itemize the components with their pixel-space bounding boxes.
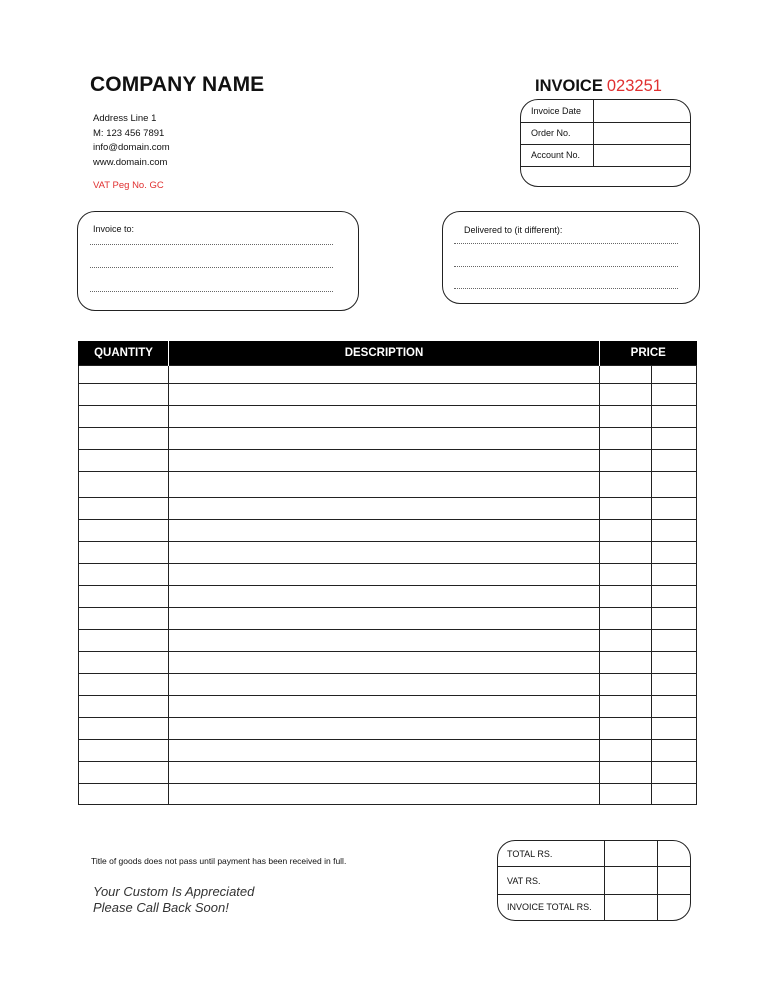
invoice-total-row [498,894,690,920]
description-cell[interactable] [169,542,600,564]
quantity-cell[interactable] [79,762,169,784]
price-cents-cell[interactable] [652,564,697,586]
quantity-cell[interactable] [79,450,169,472]
dotted-line [454,243,678,244]
table-row [79,450,697,472]
company-name: COMPANY NAME [90,73,265,96]
price-cell[interactable] [600,674,652,696]
price-cents-cell[interactable] [652,740,697,762]
website-line: www.domain.com [93,156,168,168]
invoice-title [535,77,662,96]
email-line: info@domain.com [93,142,170,153]
description-header: DESCRIPTION [169,341,600,366]
price-cell[interactable] [600,450,652,472]
description-cell[interactable] [169,696,600,718]
table-row [79,740,697,762]
thanks-message [93,884,254,916]
company-address [93,112,170,170]
table-row [79,542,697,564]
dotted-line [90,267,333,268]
price-cell[interactable] [600,564,652,586]
table-row [79,652,697,674]
description-cell[interactable] [169,718,600,740]
table-row [79,586,697,608]
dotted-line [90,244,333,245]
total-label: TOTAL RS. [507,848,553,859]
description-cell[interactable] [169,740,600,762]
price-cell[interactable] [600,652,652,674]
description-cell[interactable] [169,586,600,608]
quantity-cell[interactable] [79,366,169,384]
price-cents-cell[interactable] [652,762,697,784]
price-cell[interactable] [600,696,652,718]
description-cell[interactable] [169,520,600,542]
address-line: Address Line 1 [93,113,157,124]
vat-row [498,867,690,894]
price-cell[interactable] [600,428,652,450]
total-value[interactable] [605,841,658,867]
price-cents-cell[interactable] [652,384,697,406]
price-cell[interactable] [600,542,652,564]
order-no-label: Order No. [531,128,571,138]
quantity-cell[interactable] [79,608,169,630]
vat-label: VAT RS. [498,867,605,894]
invoice-date-field[interactable] [593,100,690,122]
delivered-to-box[interactable] [442,211,700,304]
quantity-cell[interactable] [79,406,169,428]
total-cents[interactable] [658,841,691,867]
table-row [79,564,697,586]
description-cell[interactable] [169,652,600,674]
price-cents-cell[interactable] [652,652,697,674]
invoice-date-row [521,100,690,122]
account-no-label: Account No. [531,150,581,160]
price-cell[interactable] [600,630,652,652]
description-cell[interactable] [169,366,600,384]
description-cell[interactable] [169,674,600,696]
price-cents-cell[interactable] [652,608,697,630]
table-row [79,718,697,740]
price-cents-cell[interactable] [652,472,697,498]
thanks-line-1: Your Custom Is Appreciated [93,884,255,899]
table-row [79,674,697,696]
price-cents-cell[interactable] [652,498,697,520]
quantity-cell[interactable] [79,696,169,718]
price-cents-cell[interactable] [652,784,697,805]
price-cents-cell[interactable] [652,450,697,472]
dotted-line [454,288,678,289]
invoice-total-cents[interactable] [658,894,691,920]
description-cell[interactable] [169,384,600,406]
table-row [79,696,697,718]
table-row [79,384,697,406]
price-cents-cell[interactable] [652,674,697,696]
order-no-row [521,122,690,144]
description-cell[interactable] [169,428,600,450]
table-row [79,608,697,630]
quantity-cell[interactable] [79,674,169,696]
price-cell[interactable] [600,718,652,740]
description-cell[interactable] [169,630,600,652]
quantity-cell[interactable] [79,718,169,740]
price-cents-cell[interactable] [652,718,697,740]
description-cell[interactable] [169,564,600,586]
terms-note: Title of goods does not pass until payment has been received in full. [91,856,347,866]
totals-box [497,840,691,921]
vat-cents[interactable] [658,867,691,894]
table-row [79,498,697,520]
quantity-cell[interactable] [79,586,169,608]
price-cell[interactable] [600,762,652,784]
vat-reg-number: VAT Peg No. GC [93,180,164,191]
dotted-line [90,291,333,292]
description-cell[interactable] [169,498,600,520]
account-no-field[interactable] [593,144,690,166]
price-cents-cell[interactable] [652,542,697,564]
description-cell[interactable] [169,762,600,784]
account-no-row [521,144,690,166]
price-cell[interactable] [600,406,652,428]
price-cents-cell[interactable] [652,366,697,384]
line-items-table [78,341,697,805]
invoice-label: INVOICE [535,77,603,95]
price-cell[interactable] [600,608,652,630]
table-row [79,784,697,805]
phone-line: M: 123 456 7891 [93,127,165,139]
order-no-field[interactable] [593,122,690,144]
invoice-meta-box [520,99,691,187]
price-cents-cell[interactable] [652,586,697,608]
total-row [498,841,690,867]
price-cents-cell[interactable] [652,406,697,428]
table-row [79,630,697,652]
price-cents-cell[interactable] [652,696,697,718]
table-row [79,366,697,384]
quantity-cell[interactable] [79,542,169,564]
table-row [79,472,697,498]
table-row [79,428,697,450]
price-cell[interactable] [600,586,652,608]
price-cell[interactable] [600,384,652,406]
price-header: PRICE [600,341,697,366]
price-cell[interactable] [600,472,652,498]
quantity-cell[interactable] [79,740,169,762]
thanks-line-2: Please Call Back Soon! [93,900,229,915]
price-cents-cell[interactable] [652,520,697,542]
quantity-cell[interactable] [79,520,169,542]
table-row [79,406,697,428]
price-cents-cell[interactable] [652,428,697,450]
table-header-row [79,341,697,366]
quantity-cell[interactable] [79,384,169,406]
vat-value[interactable] [605,867,658,894]
quantity-cell[interactable] [79,652,169,674]
quantity-header: QUANTITY [79,341,169,366]
table-row [79,520,697,542]
description-cell[interactable] [169,406,600,428]
invoice-total-label: INVOICE TOTAL RS. [498,894,605,920]
price-cell[interactable] [600,520,652,542]
invoice-date-label: Invoice Date [531,105,582,116]
invoice-number: 023251 [606,77,662,95]
invoice-total-value[interactable] [605,894,658,920]
price-cell[interactable] [600,740,652,762]
dotted-line [454,266,678,267]
invoice-to-label: Invoice to: [93,224,135,234]
invoice-to-box[interactable] [77,211,359,311]
description-cell[interactable] [169,450,600,472]
description-cell[interactable] [169,784,600,805]
delivered-to-label: Delivered to (it different): [464,225,563,235]
description-cell[interactable] [169,608,600,630]
price-cents-cell[interactable] [652,630,697,652]
description-cell[interactable] [169,472,600,498]
quantity-cell[interactable] [79,784,169,805]
price-cell[interactable] [600,498,652,520]
quantity-cell[interactable] [79,630,169,652]
table-row [79,762,697,784]
price-cell[interactable] [600,784,652,805]
quantity-cell[interactable] [79,564,169,586]
quantity-cell[interactable] [79,472,169,498]
price-cell[interactable] [600,366,652,384]
quantity-cell[interactable] [79,498,169,520]
quantity-cell[interactable] [79,428,169,450]
